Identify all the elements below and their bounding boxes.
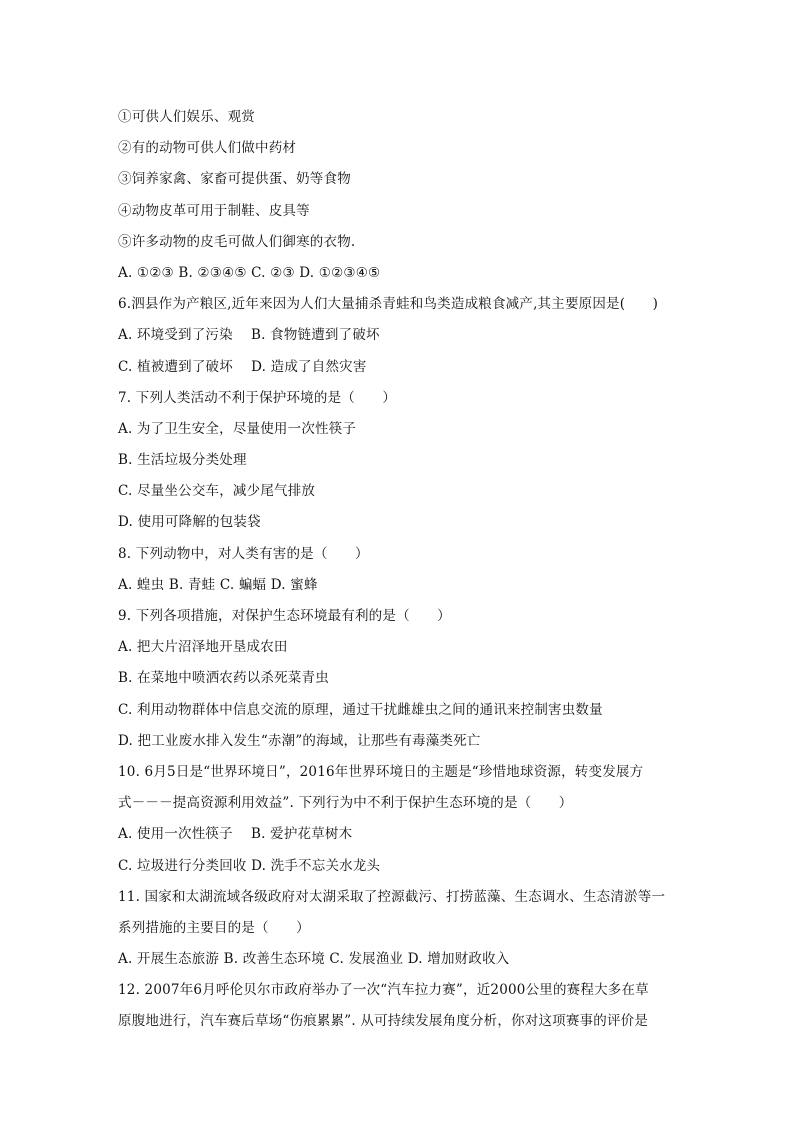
answer-choice: C. 尽量坐公交车，减少尾气排放 xyxy=(118,483,316,500)
question-12-continued: 原腹地进行，汽车赛后草场“伤痕累累”. 从可持续发展角度分析，你对这项赛事的评价是 xyxy=(118,1013,649,1030)
answer-choice: A. 把大片沼泽地开垦成农田 xyxy=(118,639,288,656)
question-9: 9. 下列各项措施，对保护生态环境最有利的是（ ） xyxy=(118,608,451,624)
option-line: ④动物皮革可用于制鞋、皮具等 xyxy=(118,202,310,219)
answer-choice: C. 利用动物群体中信息交流的原理，通过干扰雌雄虫之间的通讯来控制害虫数量 xyxy=(118,701,603,718)
question-11-continued: 系列措施的主要目的是（ ） xyxy=(118,919,310,936)
option-line: ③饲养家禽、家畜可提供蛋、奶等食物 xyxy=(118,171,351,188)
question-10: 10. 6月5日是“世界环境日”，2016年世界环境日的主题是“珍惜地球资源，转变发展方 xyxy=(118,763,644,780)
option-line: ②有的动物可供人们做中药材 xyxy=(118,140,297,157)
question-11: 11. 国家和太湖流域各级政府对太湖采取了控源截污、打捞蓝藻、生态调水、生态清淤等一 xyxy=(118,888,666,905)
answer-choices: C. 垃圾进行分类回收 D. 洗手不忘关水龙头 xyxy=(118,857,381,874)
option-line: ①可供人们娱乐、观赏 xyxy=(118,109,255,125)
option-line: ⑤许多动物的皮毛可做人们御寒的衣物. xyxy=(118,233,356,250)
answer-choices: A. 使用一次性筷子 B. 爱护花草树木 xyxy=(118,826,353,843)
answer-choice: A. 为了卫生安全，尽量使用一次性筷子 xyxy=(118,420,357,437)
answer-choice: B. 在菜地中喷洒农药以杀死菜青虫 xyxy=(118,670,329,687)
question-12: 12. 2007年6月呼伦贝尔市政府举办了一次“汽车拉力赛”，近2000公里的赛程大多在草 xyxy=(118,982,649,999)
answer-choices: A. ①②③ B. ②③④⑤ C. ②③ D. ①②③④⑤ xyxy=(118,264,381,281)
answer-choice: D. 把工业废水排入发生“赤潮”的海域，让那些有毒藻类死亡 xyxy=(118,732,481,749)
answer-choice: B. 生活垃圾分类处理 xyxy=(118,452,247,469)
answer-choices: C. 植被遭到了破坏 D. 造成了自然灾害 xyxy=(118,358,367,375)
question-6: 6.泗县作为产粮区,近年来因为人们大量捕杀青蛙和鸟类造成粮食减产,其主要原因是( ) xyxy=(118,296,659,313)
answer-choices: A. 蝗虫 B. 青蛙 C. 蝙蝠 D. 蜜蜂 xyxy=(118,576,318,593)
answer-choice: D. 使用可降解的包装袋 xyxy=(118,514,261,531)
question-10-continued: 式－－－提高资源利用效益”. 下列行为中不利于保护生态环境的是（ ） xyxy=(118,795,573,812)
question-8: 8. 下列动物中，对人类有害的是（ ） xyxy=(118,545,369,562)
answer-choices: A. 环境受到了污染 B. 食物链遭到了破坏 xyxy=(118,327,380,344)
question-7: 7. 下列人类活动不利于保护环境的是（ ） xyxy=(118,389,397,406)
question-text-block xyxy=(118,102,688,1038)
answer-choices: A. 开展生态旅游 B. 改善生态环境 C. 发展渔业 D. 增加财政收入 xyxy=(118,951,510,968)
